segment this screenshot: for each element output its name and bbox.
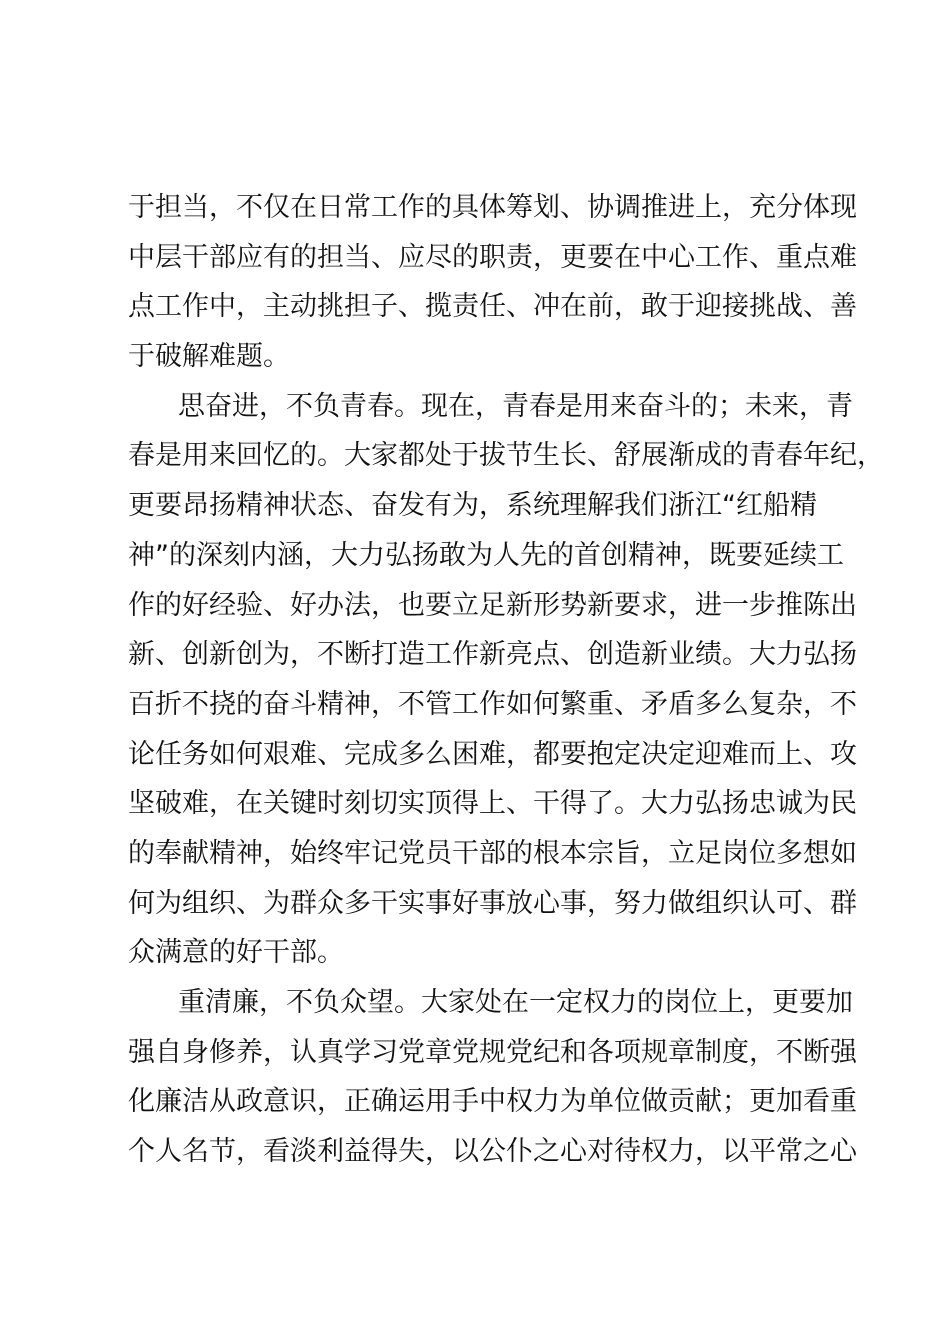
text-line: 化廉洁从政意识，正确运用手中权力为单位做贡献；更加看重	[128, 1086, 857, 1118]
text-line: 强自身修养，认真学习党章党规党纪和各项规章制度，不断强	[128, 1036, 857, 1068]
text-line: 更要昂扬精神状态、奋发有为，系统理解我们浙江“红船精	[128, 490, 817, 522]
text-line: 新、创新创为，不断打造工作新亮点、创造新业绩。大力弘扬	[128, 639, 857, 671]
text-line: 春是用来回忆的。大家都处于拔节生长、舒展渐成的青春年纪，	[128, 440, 884, 472]
text-line: 论任务如何艰难、完成多么困难，都要抱定决定迎难而上、攻	[128, 738, 857, 770]
document-body-text	[128, 183, 884, 1177]
text-line: 众满意的好干部。	[128, 937, 344, 969]
paragraph-start-line: 重清廉，不负众望。大家处在一定权力的岗位上，更要加	[178, 987, 853, 1018]
text-line: 点工作中，主动挑担子、揽责任、冲在前，敢于迎接挑战、善	[128, 291, 857, 323]
text-line: 于破解难题。	[128, 341, 290, 373]
text-line: 中层干部应有的担当、应尽的职责，更要在中心工作、重点难	[128, 241, 857, 273]
text-line: 于担当，不仅在日常工作的具体筹划、协调推进上，充分体现	[128, 192, 857, 223]
text-line: 个人名节，看淡利益得失，以公仆之心对待权力，以平常之心	[128, 1136, 857, 1168]
text-line: 坚破难，在关键时刻切实顶得上、干得了。大力弘扬忠诚为民	[128, 788, 857, 820]
text-line: 作的好经验、好办法，也要立足新形势新要求，进一步推陈出	[128, 589, 857, 621]
text-line: 百折不挠的奋斗精神，不管工作如何繁重、矛盾多么复杂，不	[128, 688, 857, 720]
paragraph-start-line: 思奋进，不负青春。现在，青春是用来奋斗的；未来，青	[178, 390, 853, 422]
text-line: 何为组织、为群众多干实事好事放心事，努力做组织认可、群	[128, 887, 857, 919]
text-line: 神”的深刻内涵，大力弘扬敢为人先的首创精神，既要延续工	[128, 539, 844, 571]
text-line: 的奉献精神，始终牢记党员干部的根本宗旨，立足岗位多想如	[128, 837, 857, 869]
